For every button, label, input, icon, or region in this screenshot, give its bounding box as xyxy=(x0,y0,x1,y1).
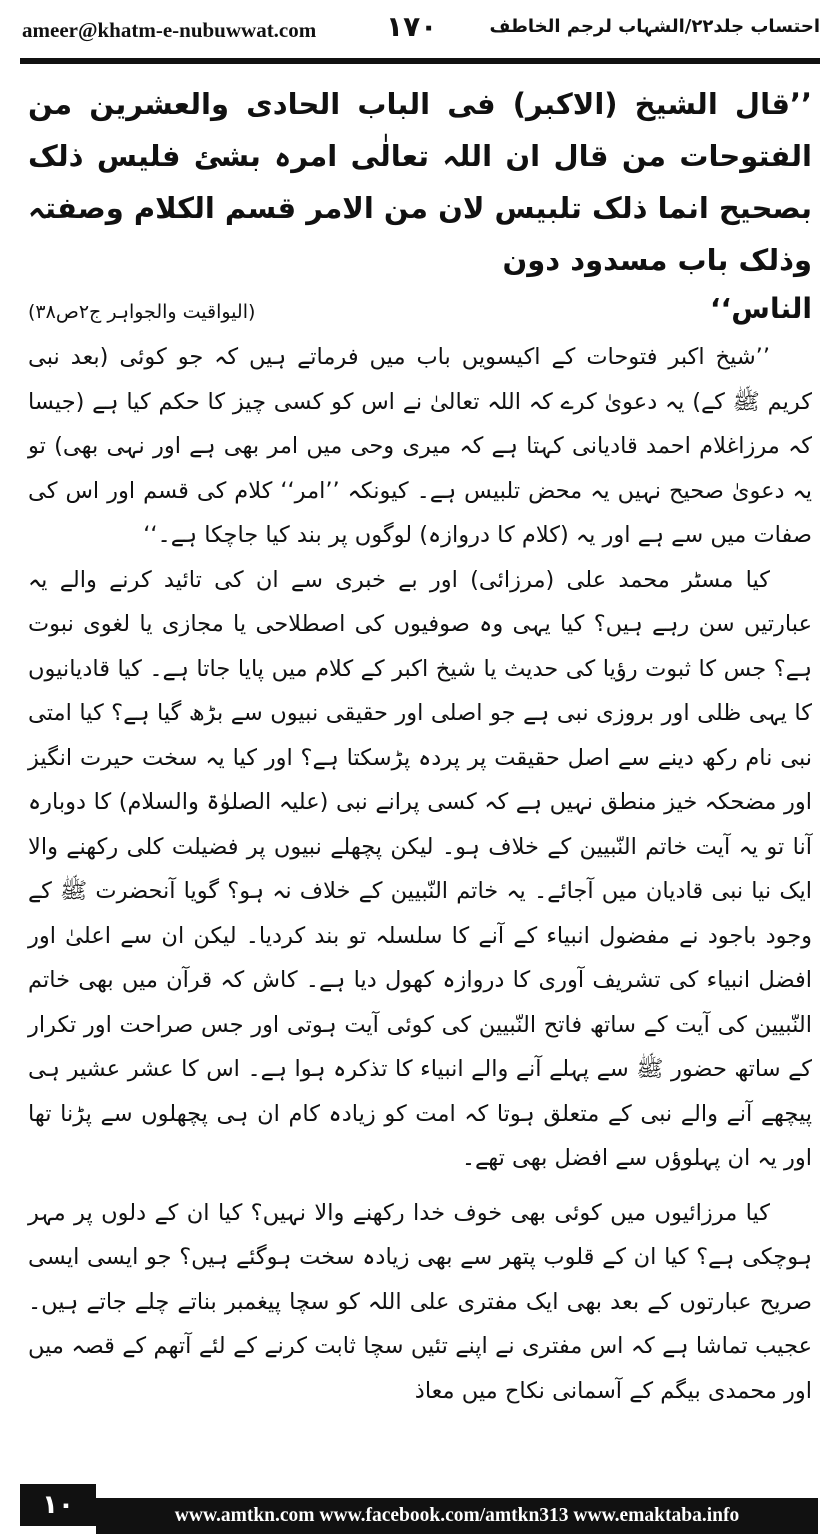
paragraph-gap xyxy=(28,1181,812,1191)
arabic-quote: ’’قال الشیخ (الاکبر) فی الباب الحادی والعشرین من الفتوحات من قال ان اللہ تعالٰی امرہ بشئ فلیس ذلک بصحیح انما ذلک تلبیس لان من الامر قسم الکلام وصفتہ وذلک باب مسدود دون xyxy=(28,87,812,277)
footer-page-number: ١٠ xyxy=(20,1484,96,1526)
arabic-quote-end-line xyxy=(28,286,812,335)
page-footer xyxy=(0,1484,840,1540)
header-book-title: احتساب جلد۲۲/الشہاب لرجم الخاطف xyxy=(489,16,820,37)
translation-paragraph: ’’شیخ اکبر فتوحات کے اکیسویں باب میں فرماتے ہیں کہ جو کوئی (بعد نبی کریم ﷺ کے) یہ دعویٰ کرے کہ اللہ تعالیٰ نے اس کو کسی چیز کا حکم کیا ہے (جیسا کہ مرزاغلام احمد قادیانی کہتا ہے کہ میری وحی میں امر بھی ہے اور نہی بھی) تو یہ دعویٰ صحیح نہیں یہ محض تلبیس ہے۔ کیونکہ ’’امر‘‘ کلام کی قسم اور اس کی صفات میں سے ہے اور یہ (کلام کا دروازہ) لوگوں پر بند کیا جاچکا ہے۔‘‘ xyxy=(28,344,812,548)
page-header xyxy=(0,0,840,58)
footer-links: www.amtkn.com www.facebook.com/amtkn313 www.emaktaba.info xyxy=(96,1498,818,1534)
header-page-number: ١٧٠ xyxy=(386,10,438,43)
arabic-quote-last-word: الناس‘‘ xyxy=(710,292,812,325)
header-divider xyxy=(20,58,820,64)
header-email: ameer@khatm-e-nubuwwat.com xyxy=(22,18,317,42)
commentary-paragraph: کیا مسٹر محمد علی (مرزائی) اور بے خبری سے ان کی تائید کرنے والے یہ عبارتیں سن رہے ہیں؟ کیا یہی وہ صوفیوں کی اصطلاحی یا مجازی یا لغوی نبوت ہے؟ جس کا ثبوت رؤیا کی حدیث یا شیخ اکبر کے کلام میں پایا جاتا ہے۔ کیا قادیانیوں کا یہی ظلی اور بروزی نبی ہے جو اصلی اور حقیقی نبیوں سے بڑھ گیا ہے؟ کیا امتی نبی نام رکھ دینے سے اصل حقیقت پر پردہ پڑسکتا ہے؟ اور کیا یہ سخت حیرت انگیز اور مضحکہ خیز منطق نہیں ہے کہ کسی پرانے نبی (علیہ الصلوٰۃ والسلام) کا دوبارہ آنا تو یہ آیت خاتم النّبیین کے خلاف ہو۔ لیکن پچھلے نبیوں پر فضیلت کلی رکھنے والا ایک نیا نبی قادیان میں آجائے۔ یہ خاتم النّبیین کے خلاف نہ ہو؟ گویا آنحضرت ﷺ کے وجود باجود نے مفضول انبیاء کے آنے کا سلسلہ تو بند کردیا۔ لیکن ان سے اعلیٰ اور افضل انبیاء کی تشریف آوری کا دروازہ کھول دیا ہے۔ کاش کہ قرآن میں بھی خاتم النّبیین کی آیت کے ساتھ فاتح النّبیین کی کوئی آیت ہوتی اور جس صراحت اور تکرار کے ساتھ حضور ﷺ سے پہلے آنے والے انبیاء کا تذکرہ ہوا ہے۔ اس کا عشر عشیر ہی پیچھے آنے والے نبی کے متعلق ہوتا کہ امت کو زیادہ کام ان ہی پچھلوں سے پڑنا تھا اور یہ ان پہلوؤں سے افضل بھی تھے۔ xyxy=(28,566,812,1171)
page-content xyxy=(28,78,812,1413)
commentary-paragraph: کیا مرزائیوں میں کوئی بھی خوف خدا رکھنے والا نہیں؟ کیا ان کے دلوں پر مہر ہوچکی ہے؟ کیا ان کے قلوب پتھر سے بھی زیادہ سخت ہوگئے ہیں؟ جو ایسی ایسی صریح عبارتوں کے بعد بھی ایک مفتری علی اللہ کو سچا پیغمبر بناتے چلے جاتے ہیں۔ عجیب تماشا ہے کہ اس مفتری نے اپنے تئیں سچا ثابت کرنے کے لئے آتھم کے قصہ میں اور محمدی بیگم کے آسمانی نکاح میں معاذ xyxy=(28,1199,812,1404)
quote-reference: (الیواقیت والجواہر ج۲ص۳۸) xyxy=(28,301,256,323)
